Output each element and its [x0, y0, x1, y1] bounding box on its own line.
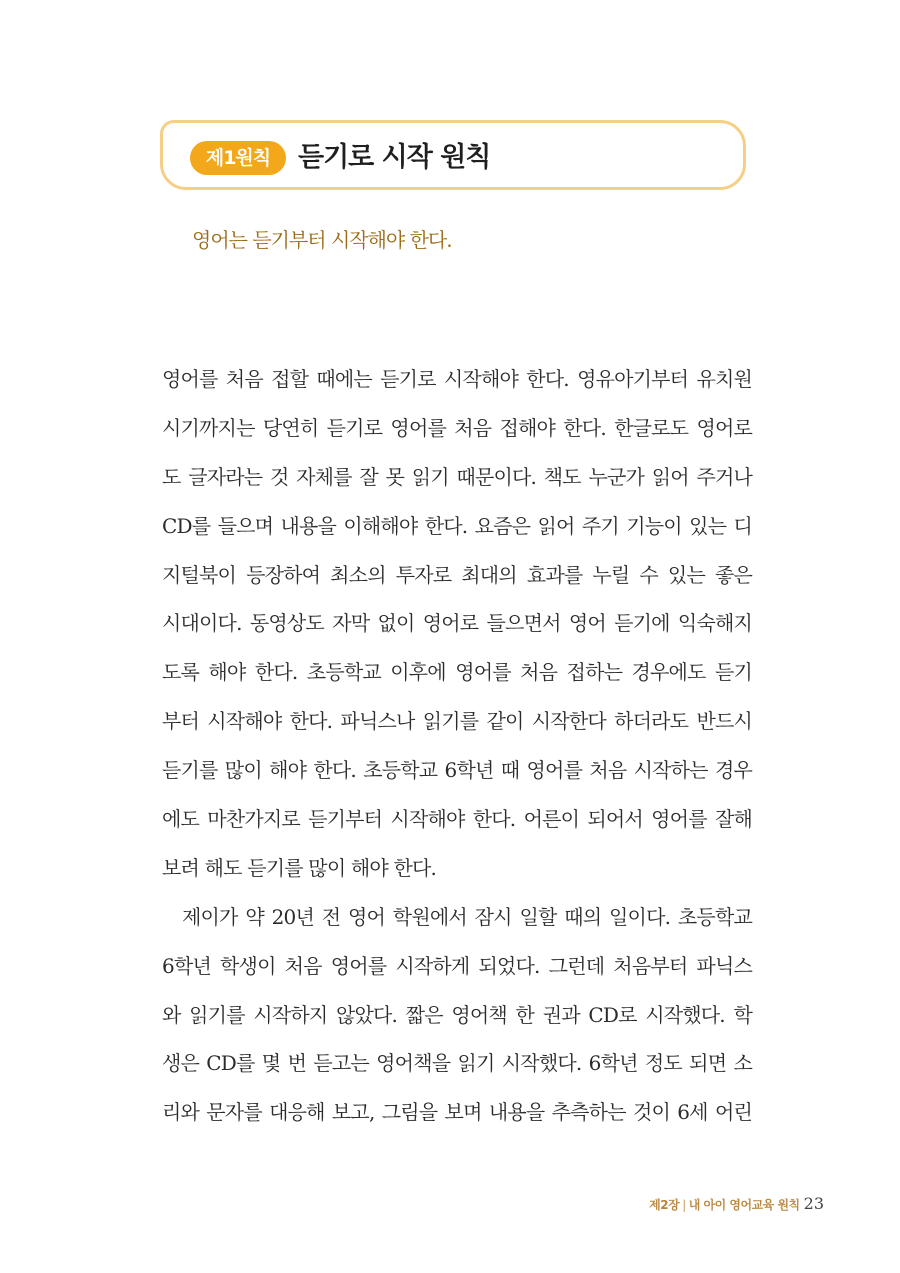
paragraph-2: [162, 893, 752, 1137]
paragraph-1: [162, 355, 752, 893]
page-number: 23: [803, 1194, 824, 1213]
text-line: 도록 해야 한다. 초등학교 이후에 영어를 처음 접하는 경우에도 듣기: [162, 660, 752, 685]
footer-book-title: 내 아이 영어교육 원칙: [688, 1198, 800, 1212]
text-line: 생은 CD를 몇 번 듣고는 영어책을 읽기 시작했다. 6학년 정도 되면 소: [162, 1051, 752, 1076]
body-text: [162, 355, 752, 1137]
text-line: 도 글자라는 것 자체를 잘 못 읽기 때문이다. 책도 누군가 읽어 주거나: [162, 464, 752, 489]
text-line: CD를 들으며 내용을 이해해야 한다. 요즘은 읽어 주기 기능이 있는 디: [162, 513, 752, 538]
text-line: 제이가 약 20년 전 영어 학원에서 잠시 일할 때의 일이다. 초등학교: [182, 904, 752, 929]
text-line: 시대이다. 동영상도 자막 없이 영어로 들으면서 영어 듣기에 익숙해지: [162, 611, 752, 636]
text-line: 리와 문자를 대응해 보고, 그림을 보며 내용을 추측하는 것이 6세 어린: [162, 1100, 752, 1125]
text-line: 영어를 처음 접할 때에는 듣기로 시작해야 한다. 영유아기부터 유치원: [162, 367, 752, 391]
text-line: 6학년 학생이 처음 영어를 시작하게 되었다. 그런데 처음부터 파닉스: [162, 953, 752, 978]
footer-chapter: 제2장: [649, 1198, 680, 1212]
footer-separator: |: [682, 1198, 686, 1212]
text-line: 부터 시작해야 한다. 파닉스나 읽기를 같이 시작한다 하더라도 반드시: [162, 709, 752, 734]
principle-title: 듣기로 시작 원칙: [298, 142, 491, 173]
text-line: 시기까지는 당연히 듣기로 영어를 처음 접해야 한다. 한글로도 영어로: [162, 415, 752, 440]
text-line: 에도 마찬가지로 듣기부터 시작해야 한다. 어른이 되어서 영어를 잘해: [162, 807, 752, 832]
page-footer: [649, 1194, 824, 1215]
subtitle: 영어는 듣기부터 시작해야 한다.: [192, 228, 452, 252]
text-line: 듣기를 많이 해야 한다. 초등학교 6학년 때 영어를 처음 시작하는 경우: [162, 758, 752, 783]
text-line: 와 읽기를 시작하지 않았다. 짧은 영어책 한 권과 CD로 시작했다. 학: [162, 1002, 752, 1027]
text-line: 지털북이 등장하여 최소의 투자로 최대의 효과를 누릴 수 있는 좋은: [162, 562, 752, 587]
principle-badge: 제1원칙: [190, 141, 286, 175]
text-line: 보려 해도 듣기를 많이 해야 한다.: [162, 855, 437, 880]
